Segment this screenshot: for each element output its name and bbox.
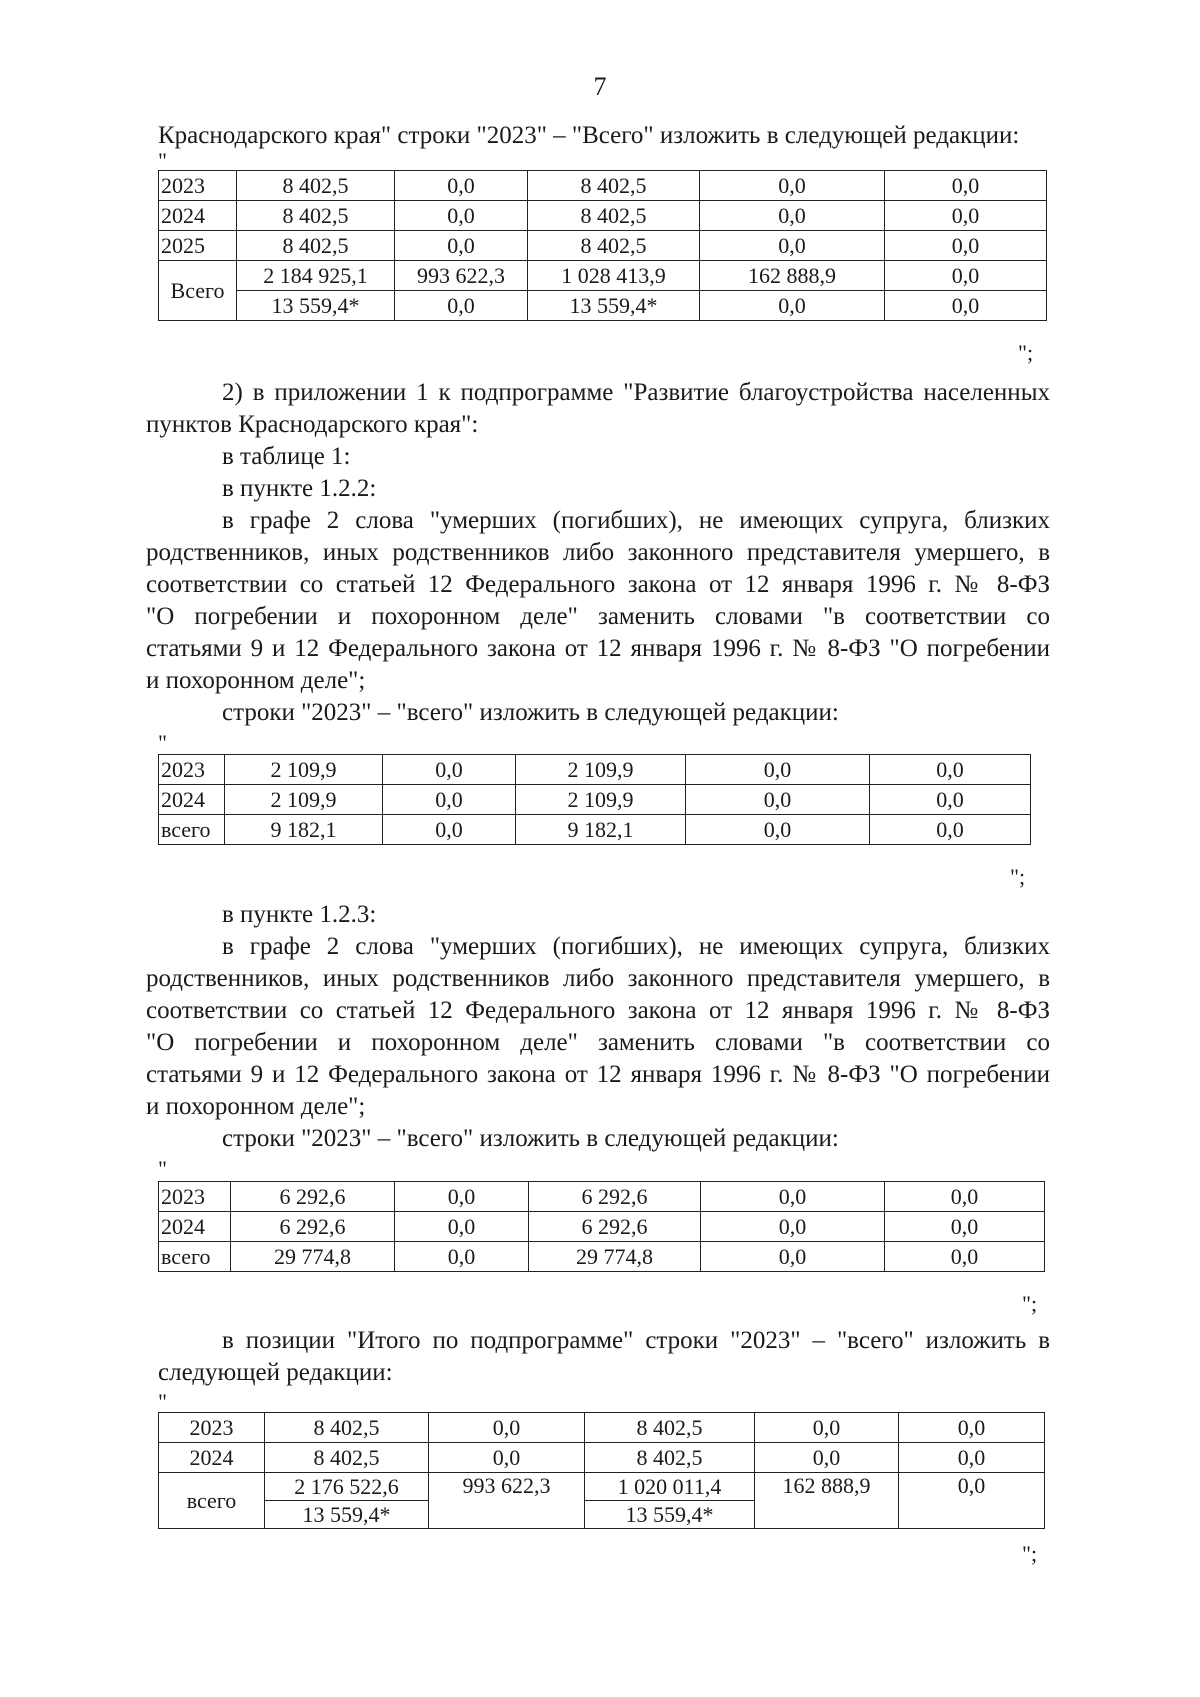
cell: 0,0 bbox=[885, 1242, 1045, 1272]
row-label: всего bbox=[159, 1242, 231, 1272]
cell: 2 109,9 bbox=[225, 755, 383, 785]
cell: 0,0 bbox=[686, 815, 870, 845]
table-row bbox=[159, 231, 1047, 261]
cell: 0,0 bbox=[700, 231, 885, 261]
cell: 0,0 bbox=[885, 261, 1047, 291]
cell: 0,0 bbox=[686, 755, 870, 785]
sec2-line-11: строки "2023" – "всего" изложить в следующей редакции: bbox=[222, 699, 839, 726]
cell: 6 292,6 bbox=[529, 1182, 701, 1212]
sec2-line-6: родственников, иных родственников либо законного представителя умершего, в bbox=[146, 539, 1050, 566]
cell: 13 559,4* bbox=[585, 1501, 755, 1529]
cell: 0,0 bbox=[701, 1182, 885, 1212]
quote-close-4: "; bbox=[1022, 1541, 1038, 1566]
cell: 8 402,5 bbox=[237, 231, 395, 261]
cell: 29 774,8 bbox=[529, 1242, 701, 1272]
cell: 0,0 bbox=[395, 1212, 529, 1242]
sec3-line-7: и похоронном деле"; bbox=[146, 1093, 366, 1120]
cell: 0,0 bbox=[885, 291, 1047, 321]
cell: 0,0 bbox=[870, 815, 1031, 845]
row-label: всего bbox=[159, 1473, 265, 1529]
row-label: 2024 bbox=[159, 785, 225, 815]
table-row bbox=[159, 755, 1031, 785]
cell: 13 559,4* bbox=[237, 291, 395, 321]
table-row bbox=[159, 171, 1047, 201]
cell: 2 176 522,6 bbox=[265, 1473, 429, 1501]
cell: 0,0 bbox=[755, 1413, 899, 1443]
cell: 0,0 bbox=[395, 201, 528, 231]
cell: 29 774,8 bbox=[231, 1242, 395, 1272]
quote-open-2: " bbox=[158, 730, 167, 755]
cell: 9 182,1 bbox=[225, 815, 383, 845]
cell: 0,0 bbox=[395, 1182, 529, 1212]
row-label: 2024 bbox=[159, 201, 237, 231]
sec3-line-6: статьями 9 и 12 Федерального закона от 12 января 1996 г. № 8-ФЗ "О погребении bbox=[146, 1061, 1050, 1088]
table-row bbox=[159, 1413, 1045, 1443]
cell: 0,0 bbox=[700, 171, 885, 201]
table-2 bbox=[158, 754, 1031, 845]
table-row bbox=[159, 201, 1047, 231]
cell: 8 402,5 bbox=[528, 231, 700, 261]
table-row bbox=[159, 1242, 1045, 1272]
cell: 0,0 bbox=[429, 1443, 585, 1473]
cell: 8 402,5 bbox=[265, 1413, 429, 1443]
cell: 13 559,4* bbox=[528, 291, 700, 321]
sec2-line-9: статьями 9 и 12 Федерального закона от 12 января 1996 г. № 8-ФЗ "О погребении bbox=[146, 635, 1050, 662]
cell: 6 292,6 bbox=[231, 1212, 395, 1242]
cell: 9 182,1 bbox=[516, 815, 686, 845]
cell: 8 402,5 bbox=[585, 1413, 755, 1443]
sec2-line-1: 2) в приложении 1 к подпрограмме "Развитие благоустройства населенных bbox=[222, 379, 1050, 406]
row-label: 2023 bbox=[159, 1413, 265, 1443]
sec2-line-4: в пункте 1.2.2: bbox=[222, 475, 377, 502]
cell: 993 622,3 bbox=[429, 1473, 585, 1529]
cell: 0,0 bbox=[899, 1443, 1045, 1473]
table-row bbox=[159, 1212, 1045, 1242]
cell: 0,0 bbox=[899, 1473, 1045, 1529]
cell: 162 888,9 bbox=[755, 1473, 899, 1529]
cell: 0,0 bbox=[885, 201, 1047, 231]
table-row bbox=[159, 815, 1031, 845]
sec4-line-2: следующей редакции: bbox=[158, 1359, 393, 1386]
page-number: 7 bbox=[593, 72, 607, 101]
row-label: 2023 bbox=[159, 171, 237, 201]
quote-open-1: " bbox=[158, 148, 167, 173]
cell: 0,0 bbox=[383, 785, 516, 815]
sec3-line-3: родственников, иных родственников либо законного представителя умершего, в bbox=[146, 965, 1050, 992]
cell: 0,0 bbox=[395, 171, 528, 201]
sec3-line-1: в пункте 1.2.3: bbox=[222, 901, 377, 928]
cell: 0,0 bbox=[383, 815, 516, 845]
cell: 0,0 bbox=[885, 1212, 1045, 1242]
cell: 1 028 413,9 bbox=[528, 261, 700, 291]
cell: 2 184 925,1 bbox=[237, 261, 395, 291]
cell: 0,0 bbox=[885, 171, 1047, 201]
table-4 bbox=[158, 1412, 1045, 1529]
sec2-line-5: в графе 2 слова "умерших (погибших), не имеющих супруга, близких bbox=[222, 507, 1050, 534]
quote-close-1: "; bbox=[1018, 340, 1034, 365]
cell: 8 402,5 bbox=[265, 1443, 429, 1473]
table-3 bbox=[158, 1181, 1045, 1272]
cell: 1 020 011,4 bbox=[585, 1473, 755, 1501]
quote-open-4: " bbox=[158, 1389, 167, 1414]
cell: 0,0 bbox=[686, 785, 870, 815]
sec2-line-3: в таблице 1: bbox=[222, 443, 351, 470]
cell: 0,0 bbox=[395, 231, 528, 261]
row-label: 2024 bbox=[159, 1212, 231, 1242]
cell: 0,0 bbox=[429, 1413, 585, 1443]
cell: 0,0 bbox=[870, 755, 1031, 785]
quote-close-3: "; bbox=[1022, 1291, 1038, 1316]
table-row bbox=[159, 1473, 1045, 1501]
cell: 6 292,6 bbox=[231, 1182, 395, 1212]
sec3-line-2: в графе 2 слова "умерших (погибших), не имеющих супруга, близких bbox=[222, 933, 1050, 960]
cell: 993 622,3 bbox=[395, 261, 528, 291]
cell: 8 402,5 bbox=[585, 1443, 755, 1473]
cell: 2 109,9 bbox=[516, 785, 686, 815]
cell: 8 402,5 bbox=[528, 201, 700, 231]
row-label: 2025 bbox=[159, 231, 237, 261]
cell: 13 559,4* bbox=[265, 1501, 429, 1529]
table-row bbox=[159, 261, 1047, 291]
cell: 2 109,9 bbox=[516, 755, 686, 785]
cell: 8 402,5 bbox=[237, 171, 395, 201]
cell: 0,0 bbox=[885, 1182, 1045, 1212]
cell: 0,0 bbox=[870, 785, 1031, 815]
quote-close-2: "; bbox=[1010, 864, 1026, 889]
cell: 0,0 bbox=[383, 755, 516, 785]
sec2-line-7: соответствии со статьей 12 Федерального закона от 12 января 1996 г. № 8-ФЗ bbox=[146, 571, 1050, 598]
cell: 0,0 bbox=[395, 291, 528, 321]
cell: 6 292,6 bbox=[529, 1212, 701, 1242]
sec2-line-10: и похоронном деле"; bbox=[146, 667, 366, 694]
cell: 8 402,5 bbox=[528, 171, 700, 201]
cell: 0,0 bbox=[701, 1242, 885, 1272]
row-label: 2024 bbox=[159, 1443, 265, 1473]
row-label: 2023 bbox=[159, 1182, 231, 1212]
sec3-line-5: "О погребении и похоронном деле" заменить словами "в соответствии со bbox=[146, 1029, 1050, 1056]
quote-open-3: " bbox=[158, 1156, 167, 1181]
sec3-line-8: строки "2023" – "всего" изложить в следующей редакции: bbox=[222, 1125, 839, 1152]
table-row bbox=[159, 1443, 1045, 1473]
row-label: 2023 bbox=[159, 755, 225, 785]
cell: 0,0 bbox=[755, 1443, 899, 1473]
cell: 8 402,5 bbox=[237, 201, 395, 231]
cell: 0,0 bbox=[899, 1413, 1045, 1443]
cell: 0,0 bbox=[885, 231, 1047, 261]
sec4-line-1: в позиции "Итого по подпрограмме" строки "2023" – "всего" изложить в bbox=[222, 1327, 1050, 1354]
cell: 0,0 bbox=[395, 1242, 529, 1272]
table-row bbox=[159, 291, 1047, 321]
cell: 0,0 bbox=[701, 1212, 885, 1242]
row-label: Всего bbox=[159, 261, 237, 321]
cell: 0,0 bbox=[700, 291, 885, 321]
cell: 2 109,9 bbox=[225, 785, 383, 815]
sec2-line-8: "О погребении и похоронном деле" заменить словами "в соответствии со bbox=[146, 603, 1050, 630]
table-1 bbox=[158, 170, 1047, 321]
table-row bbox=[159, 1182, 1045, 1212]
sec2-line-2: пунктов Краснодарского края": bbox=[146, 411, 479, 438]
cell: 162 888,9 bbox=[700, 261, 885, 291]
cell: 0,0 bbox=[700, 201, 885, 231]
intro-line: Краснодарского края" строки "2023" – "Всего" изложить в следующей редакции: bbox=[158, 122, 1020, 149]
row-label: всего bbox=[159, 815, 225, 845]
sec3-line-4: соответствии со статьей 12 Федерального закона от 12 января 1996 г. № 8-ФЗ bbox=[146, 997, 1050, 1024]
table-row bbox=[159, 785, 1031, 815]
